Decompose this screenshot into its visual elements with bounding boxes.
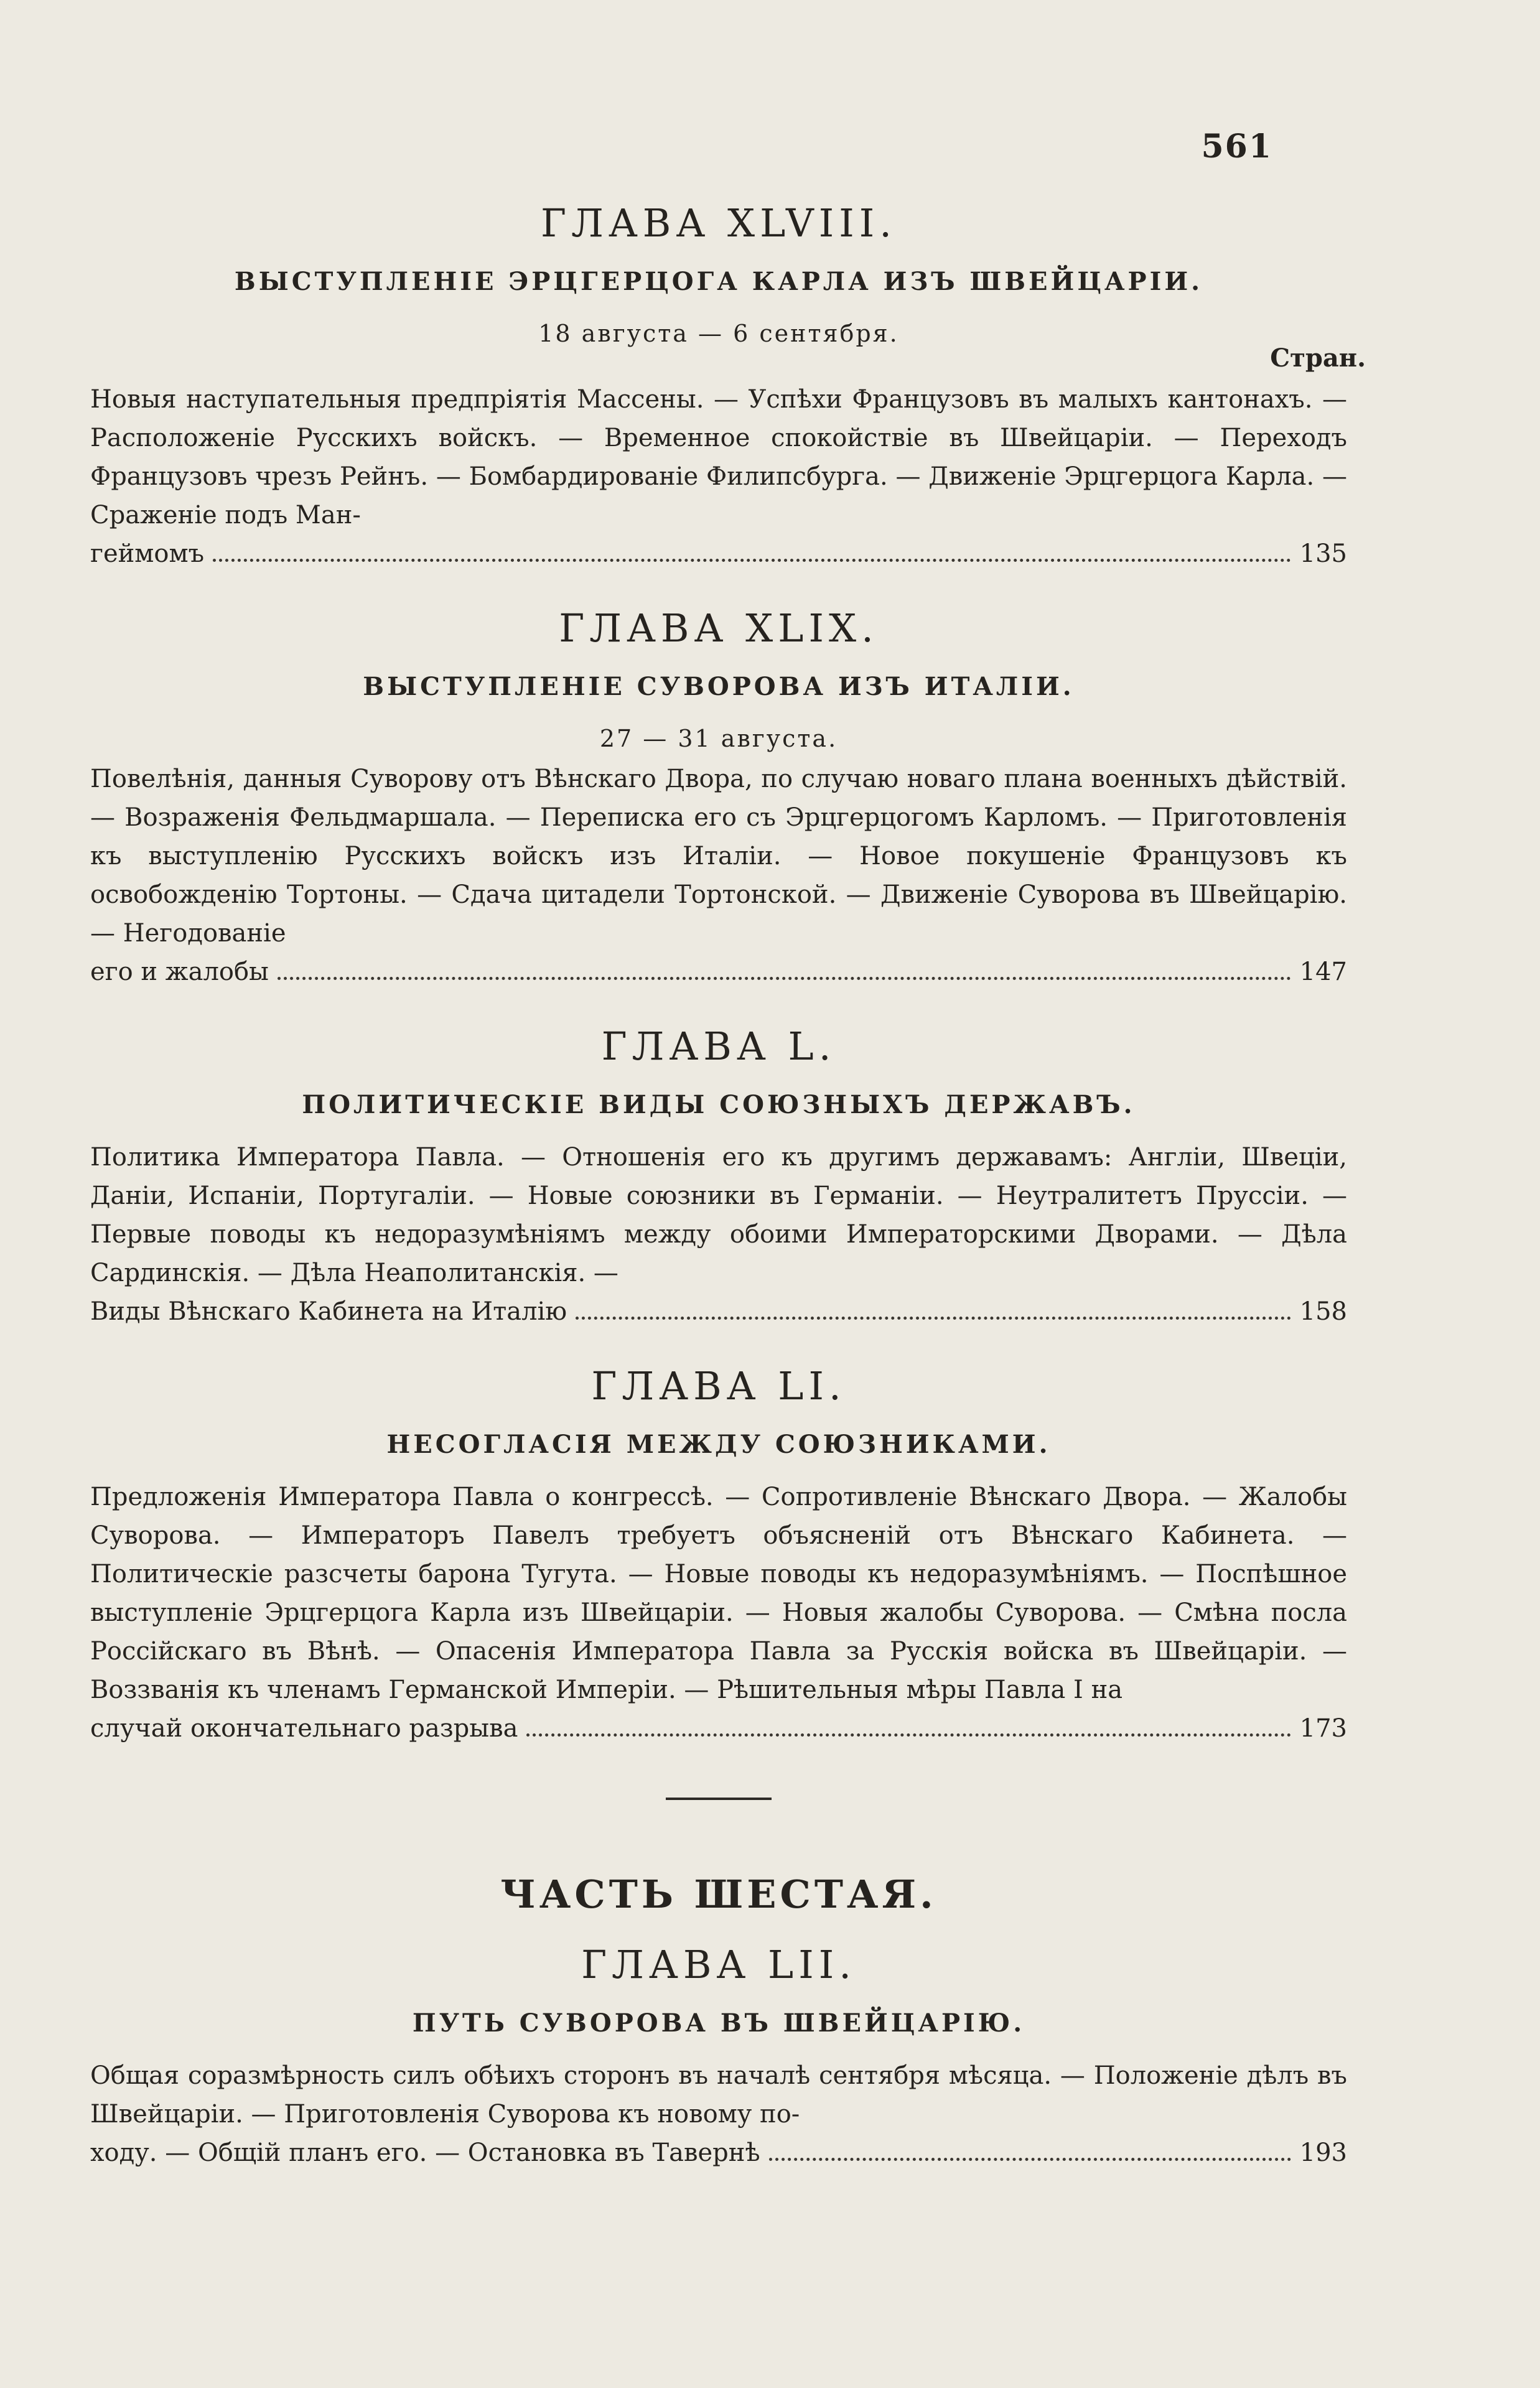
toc-leader-line: [90, 534, 1347, 573]
toc-leader-line: [90, 1292, 1347, 1331]
chapter-52: [90, 1942, 1347, 2172]
summary-last-line: ходу. — Общій планъ его. — Остановка въ Тавернѣ: [90, 2138, 760, 2167]
chapter-summary: [90, 380, 1347, 573]
dot-leader: [576, 1317, 1291, 1320]
page-column-label: Стран.: [1270, 343, 1366, 373]
chapter-48: [90, 200, 1366, 573]
toc-page-ref: 173: [1299, 1714, 1347, 1743]
dot-leader: [278, 977, 1291, 980]
summary-last-line: геймомъ: [90, 539, 205, 568]
chapter-title: ГЛАВА LI.: [591, 1363, 846, 1409]
dot-leader: [213, 559, 1291, 562]
chapter-summary: [90, 2056, 1347, 2172]
chapter-subtitle: ПУТЬ СУВОРОВА ВЪ ШВЕЙЦАРІЮ.: [412, 2008, 1025, 2038]
chapter-50: [90, 1024, 1347, 1331]
summary-last-line: Виды Вѣнскаго Кабинета на Италію: [90, 1297, 567, 1326]
summary-text: Новыя наступательныя предпріятія Массены. — Успѣхи Французовъ въ малыхъ кантонахъ. — Расположеніе Русскихъ войскъ. — Временное спокойствіе въ Швейцаріи. — Переходъ Французовъ чрезъ Рейнъ. — Бомбардированіе Филипсбурга. — Движеніе Эрцгерцога Карла. — Сраженіе подъ Ман-: [90, 385, 1347, 529]
summary-text: Политика Императора Павла. — Отношенія его къ другимъ державамъ: Англіи, Швеціи, Даніи, Испаніи, Португаліи. — Новые союзники въ Германіи. — Неутралитетъ Пруссіи. — Первые поводы къ недоразумѣніямъ между обоими Императорскими Дворами. — Дѣла Сардинскія. — Дѣла Неаполитанскія. —: [90, 1143, 1347, 1287]
chapter-subtitle: НЕСОГЛАСІЯ МЕЖДУ СОЮЗНИКАМИ.: [386, 1430, 1051, 1459]
page-number: 561: [1201, 128, 1272, 166]
chapter-summary: [90, 1478, 1347, 1748]
chapter-dates: 18 августа — 6 сентября.: [538, 320, 899, 347]
chapter-title: ГЛАВА XLVIII.: [541, 200, 897, 246]
toc-page-ref: 158: [1299, 1297, 1347, 1326]
summary-text: Общая соразмѣрность силъ обѣихъ сторонъ въ началѣ сентября мѣсяца. — Положеніе дѣлъ въ Швейцаріи. — Приготовленія Суворова къ новому по-: [90, 2061, 1347, 2129]
chapter-summary: [90, 1138, 1347, 1331]
toc-page-ref: 147: [1299, 958, 1347, 986]
part-title: ЧАСТЬ ШЕСТАЯ.: [500, 1872, 937, 1917]
summary-text: Повелѣнія, данныя Суворову отъ Вѣнскаго Двора, по случаю новаго плана военныхъ дѣйствій. — Возраженія Фельдмаршала. — Переписка его съ Эрцгерцогомъ Карломъ. — Приготовленія къ выступленію Русскихъ войскъ изъ Италіи. — Новое покушеніе Французовъ къ освобожденію Тортоны. — Сдача цитадели Тортонской. — Движеніе Суворова въ Швейцарію. — Негодованіе: [90, 765, 1347, 948]
chapter-subtitle: ВЫСТУПЛЕНІЕ ЭРЦГЕРЦОГА КАРЛА ИЗЪ ШВЕЙЦАРІИ.: [234, 267, 1203, 296]
summary-text: Предложенія Императора Павла о конгрессѣ. — Сопротивленіе Вѣнскаго Двора. — Жалобы Суворова. — Императоръ Павелъ требуетъ объясненій отъ Вѣнскаго Кабинета. — Политическіе разсчеты барона Тугута. — Новые поводы къ недоразумѣніямъ. — Поспѣшное выступленіе Эрцгерцога Карла изъ Швейцаріи. — Новыя жалобы Суворова. — Смѣна посла Россійскаго въ Вѣнѣ. — Опасенія Императора Павла за Русскія войска въ Швейцаріи. — Воззванія къ членамъ Германской Имперіи. — Рѣшительныя мѣры Павла I на: [90, 1483, 1347, 1704]
toc-page-ref: 135: [1299, 539, 1347, 568]
chapter-subtitle: ВЫСТУПЛЕНІЕ СУВОРОВА ИЗЪ ИТАЛІИ.: [363, 672, 1075, 701]
chapter-title: ГЛАВА XLIX.: [559, 605, 879, 651]
summary-last-line: случай окончательнаго разрыва: [90, 1714, 518, 1743]
dot-leader: [769, 2158, 1291, 2161]
chapter-49: [90, 605, 1347, 991]
toc-page-ref: 193: [1299, 2138, 1347, 2167]
summary-last-line: его и жалобы: [90, 958, 269, 986]
chapter-title: ГЛАВА LII.: [581, 1942, 856, 1987]
chapter-summary: [90, 760, 1347, 991]
dot-leader: [526, 1733, 1290, 1737]
chapter-51: [90, 1363, 1347, 1748]
chapter-dates: 27 — 31 августа.: [599, 725, 838, 752]
chapter-subtitle: ПОЛИТИЧЕСКІЕ ВИДЫ СОЮЗНЫХЪ ДЕРЖАВЪ.: [302, 1090, 1136, 1119]
toc-leader-line: [90, 953, 1347, 991]
toc-leader-line: [90, 1709, 1347, 1748]
toc-leader-line: [90, 2134, 1347, 2172]
chapter-title: ГЛАВА L.: [601, 1024, 836, 1069]
